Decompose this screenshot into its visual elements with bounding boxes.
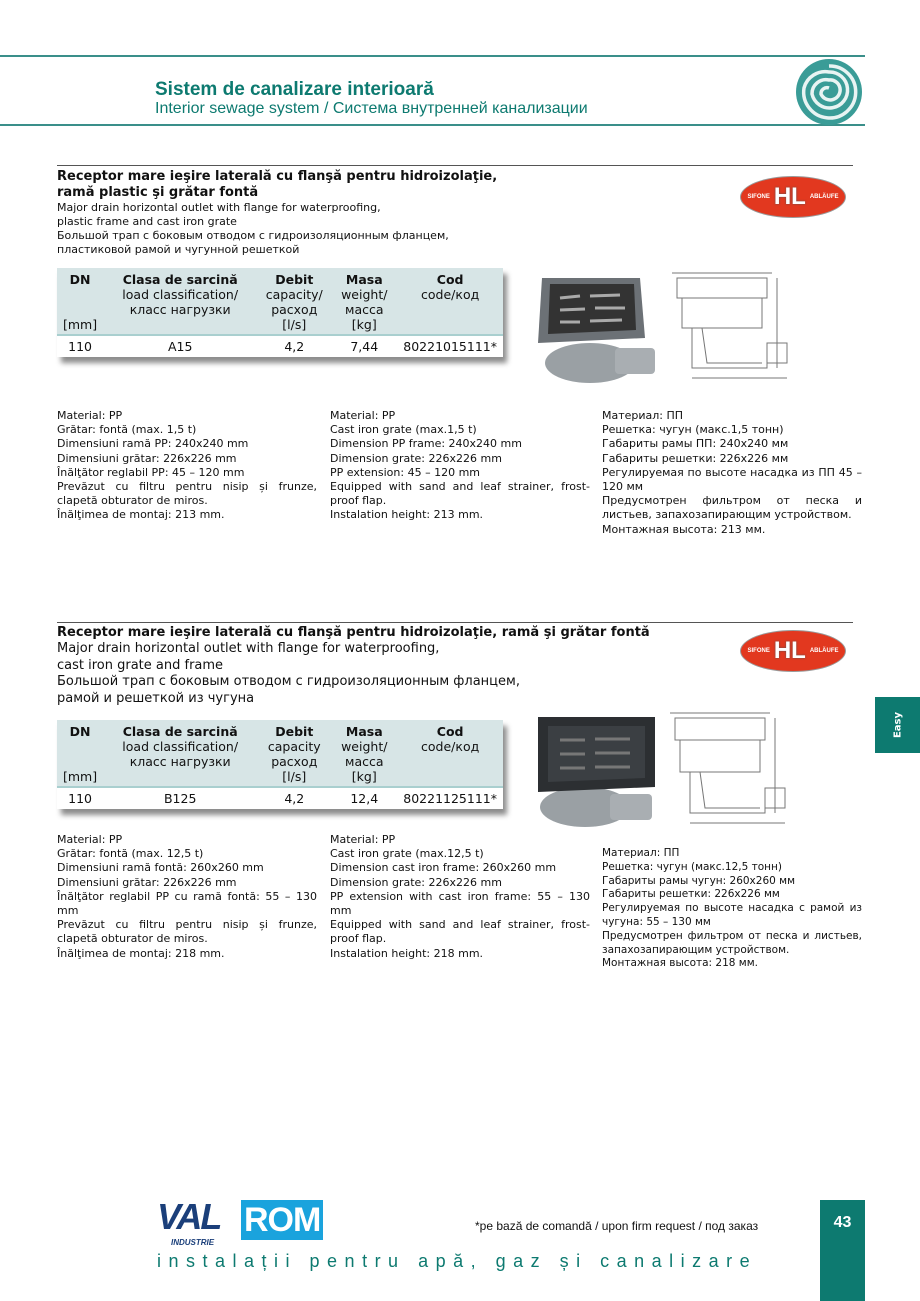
col-class: Clasa de sarcină load classification/ класс нагрузки: [103, 720, 257, 787]
desc-line: Înălţător reglabil PP cu ramă fontă: 55 – 130 mm: [57, 889, 317, 918]
desc-line: Габариты решетки: 226x226 мм: [602, 888, 780, 901]
col-masa: Masa weight/ масса [kg]: [331, 268, 397, 335]
desc-line: PP extension with cast iron frame: 55 – 130 mm: [330, 889, 590, 918]
product-title-ro: Receptor mare ieşire laterală cu flanşă pentru hidroizolaţie, ramă şi grătar fontă: [57, 625, 650, 640]
desc-line: Регулируемая по высоте насадка с рамой из чугуна: 55 – 130 мм: [602, 902, 862, 928]
desc-line: Material: PP: [57, 833, 123, 846]
desc-line: Prevăzut cu filtru pentru nisip și frunze, clapetă obturator de miros.: [57, 480, 317, 508]
desc-line: Монтажная высота: 213 мм.: [602, 522, 766, 536]
header-top-rule: [0, 55, 865, 57]
cell-cod: 80221125111*: [397, 787, 503, 809]
logo-rom: ROM: [241, 1200, 323, 1240]
desc-line: Material: PP: [330, 409, 396, 422]
valrom-logo: [157, 1198, 327, 1250]
cell-class: A15: [103, 335, 257, 357]
description-en: [330, 833, 590, 961]
desc-line: Înălţimea de montaj: 218 mm.: [57, 946, 225, 960]
desc-line: Габариты решетки: 226x226 мм: [602, 451, 789, 465]
hl-brand-badge: [740, 176, 846, 218]
desc-line: Предусмотрен фильтром от песка и листьев, запахозапирающим устройством.: [602, 494, 862, 522]
page-subtitle: Interior sewage system / Система внутренней канализации: [155, 100, 588, 117]
table-header-row: [57, 268, 503, 335]
desc-line: Предусмотрен фильтром от песка и листьев, запахозапирающим устройством.: [602, 929, 862, 956]
desc-line: Dimension grate: 226x226 mm: [330, 451, 502, 465]
spec-table: [57, 268, 503, 357]
desc-line: Габариты рамы чугун: 260x260 мм: [602, 874, 795, 887]
description-en: [330, 409, 590, 523]
col-dn: DN [mm]: [57, 268, 103, 335]
desc-line: Grătar: fontă (max. 12,5 t): [57, 847, 204, 861]
desc-line: Решетка: чугун (макс.1,5 тонн): [602, 423, 784, 437]
side-tab-label: Easy: [892, 711, 903, 739]
header-bottom-rule: [0, 124, 865, 126]
product-title-en-line: Major drain horizontal outlet with flange for waterproofing,: [57, 201, 381, 214]
page-number-tab: [820, 1200, 865, 1301]
badge-right-text: ABLÄUFE: [809, 648, 839, 654]
product-title-en: [57, 641, 520, 707]
desc-line: Dimension PP frame: 240x240 mm: [330, 437, 522, 451]
col-cod: Cod code/код: [397, 268, 503, 335]
badge-left-text: SIFONE: [747, 648, 770, 654]
product-title-en-line: Major drain horizontal outlet with flange for waterproofing,: [57, 641, 440, 656]
product-title-ru-line: Большой трап с боковым отводом с гидроизоляционным фланцем,: [57, 674, 520, 689]
desc-line: Prevăzut cu filtru pentru nisip și frunze, clapetă obturator de miros.: [57, 918, 317, 946]
col-masa: Masa weight/ масса [kg]: [331, 720, 397, 787]
cell-masa: 12,4: [331, 787, 397, 809]
desc-line: Dimensiuni grătar: 226x226 mm: [57, 875, 237, 889]
cell-dn: 110: [57, 787, 103, 809]
col-class: Clasa de sarcină load classification/ класс нагрузки: [103, 268, 257, 335]
swirl-logo-icon: [795, 58, 863, 126]
cell-debit: 4,2: [257, 335, 331, 357]
technical-drawing: [660, 708, 795, 830]
product-photo: [530, 268, 658, 388]
desc-line: Material: PP: [57, 409, 123, 422]
cell-dn: 110: [57, 335, 103, 357]
product-title-en-line: plastic frame and cast iron grate: [57, 215, 237, 228]
desc-line: Înălţimea de montaj: 213 mm.: [57, 508, 225, 522]
desc-line: Instalation height: 218 mm.: [330, 946, 484, 960]
product-title-ro: Receptor mare ieşire laterală cu flanşă pentru hidroizolaţie, ramă plastic şi grătar fontă: [57, 169, 498, 200]
cell-class: B125: [103, 787, 257, 809]
desc-line: Dimension grate: 226x226 mm: [330, 875, 502, 889]
desc-line: Cast iron grate (max.1,5 t): [330, 423, 477, 437]
page-title: Sistem de canalizare interioară: [155, 79, 434, 100]
badge-center-text: HL: [773, 637, 806, 664]
desc-line: Материал: ПП: [602, 847, 680, 859]
badge-center-text: HL: [773, 183, 806, 210]
description-ru: [602, 409, 862, 537]
table-row: [57, 787, 503, 809]
desc-line: Grătar: fontă (max. 1,5 t): [57, 423, 197, 437]
col-dn: DN [mm]: [57, 720, 103, 787]
col-debit: Debit capacity расход [l/s]: [257, 720, 331, 787]
desc-line: Решетка: чугун (макс.12,5 тонн): [602, 860, 782, 873]
desc-line: Material: PP: [330, 833, 396, 846]
product-title-ru-line: рамой и решеткой из чугуна: [57, 690, 255, 706]
desc-line: Înălţător reglabil PP: 45 – 120 mm: [57, 465, 245, 479]
desc-line: Габариты рамы ПП: 240x240 мм: [602, 437, 789, 451]
desc-line: Монтажная высота: 218 мм.: [602, 957, 758, 970]
description-ro: [57, 409, 317, 523]
page-number: 43: [833, 1214, 852, 1231]
desc-line: Материал: ПП: [602, 409, 684, 422]
desc-line: Dimensiuni grătar: 226x226 mm: [57, 451, 237, 465]
logo-industrie: INDUSTRIE: [171, 1238, 215, 1247]
cell-cod: 80221015111*: [397, 335, 503, 357]
footnote: *pe bază de comandă / upon firm request / под заказ: [475, 1219, 759, 1233]
side-tab-easy: [875, 697, 920, 753]
section-rule: [57, 622, 853, 623]
description-ru: [602, 847, 862, 971]
spec-table: [57, 720, 503, 809]
col-debit: Debit capacity/ расход [l/s]: [257, 268, 331, 335]
cell-debit: 4,2: [257, 787, 331, 809]
product-title-en: [57, 201, 449, 257]
product-photo: [530, 712, 658, 836]
section-rule: [57, 165, 853, 166]
product-title-ru-line: Большой трап с боковым отводом с гидроизоляционным фланцем,: [57, 229, 449, 242]
col-cod: Cod code/код: [397, 720, 503, 787]
desc-line: Dimension cast iron frame: 260x260 mm: [330, 861, 557, 875]
desc-line: Регулируемая по высоте насадка из ПП 45 – 120 мм: [602, 465, 862, 494]
logo-val: VAL: [157, 1196, 221, 1237]
hl-brand-badge: [740, 630, 846, 672]
desc-line: Dimensiuni ramă PP: 240x240 mm: [57, 437, 249, 451]
product-title-ru-line: пластиковой рамой и чугунной решеткой: [57, 243, 300, 256]
cell-masa: 7,44: [331, 335, 397, 357]
desc-line: Instalation height: 213 mm.: [330, 508, 484, 522]
desc-line: Dimensiuni ramă fontă: 260x260 mm: [57, 861, 264, 875]
desc-line: Equipped with sand and leaf strainer, frost-proof flap.: [330, 480, 590, 508]
badge-right-text: ABLÄUFE: [809, 194, 839, 200]
tagline: instalații pentru apă, gaz și canalizare: [157, 1251, 758, 1271]
badge-left-text: SIFONE: [747, 194, 770, 200]
desc-line: Equipped with sand and leaf strainer, frost-proof flap.: [330, 918, 590, 946]
table-row: [57, 335, 503, 357]
desc-line: PP extension: 45 – 120 mm: [330, 465, 481, 479]
technical-drawing: [662, 268, 797, 388]
description-ro: [57, 833, 317, 961]
table-header-row: [57, 720, 503, 787]
product-title-en-line: cast iron grate and frame: [57, 657, 224, 673]
desc-line: Cast iron grate (max.12,5 t): [330, 847, 484, 861]
